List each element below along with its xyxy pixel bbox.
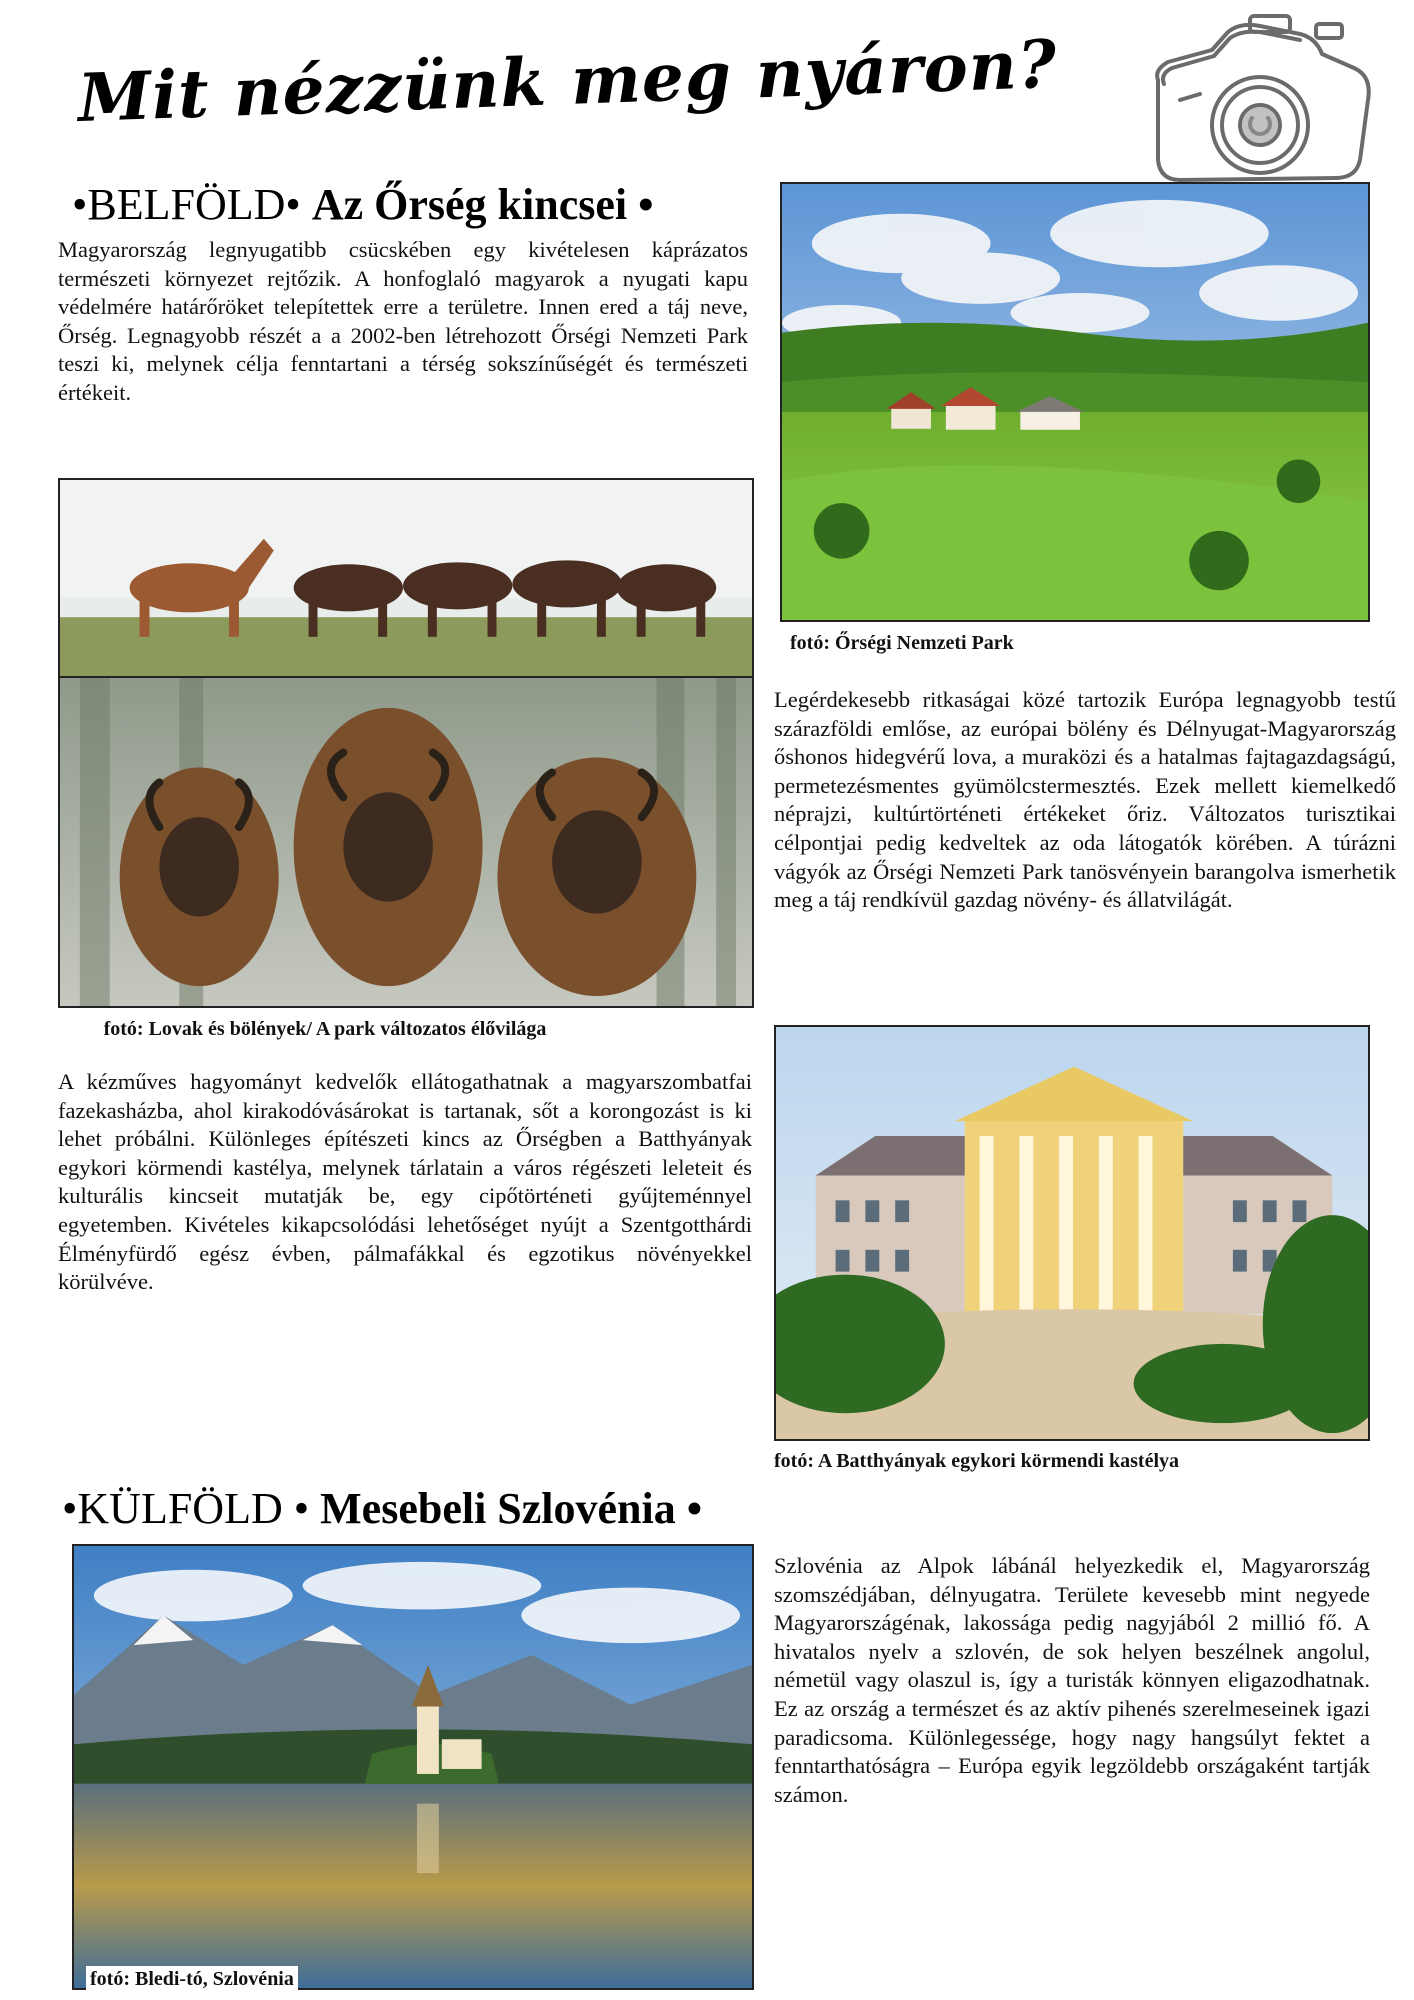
- bled-photo: [72, 1544, 754, 1990]
- domestic-heading: [72, 180, 654, 230]
- abroad-label: •KÜLFÖLD •: [62, 1484, 310, 1533]
- abroad-title: Mesebeli Szlovénia •: [320, 1484, 703, 1533]
- animals-photo-caption: fotó: Lovak és bölények/ A park változatos élővilága: [103, 1018, 547, 1040]
- page-title: Mit nézzünk meg nyáron?: [76, 24, 1059, 137]
- park-photo: [780, 182, 1370, 622]
- domestic-crafts: A kézműves hagyományt kedvelők ellátogathatnak a magyarszombatfai fazekasházba, ahol kirakodóvásárokat is tartanak, sőt a korongozást is ki lehet próbálni. Különleges építészeti kincs az Őrségben a Batthyányak egykori körmendi kastélya, melynek tárlatain a város régészeti leleteit és kulturális kincseit mutatják be, egy cipőtörténeti gyűjteménnyel egyetemben. Kivételes kikapcsolódási lehetőséget nyújt a Szentgotthárdi Élményfürdő egész évben, pálmafákkal és egzotikus növényekkel körülvéve.: [58, 1069, 752, 1295]
- camera-icon: [1140, 10, 1380, 185]
- bison-photo: [58, 678, 754, 1008]
- domestic-label: •BELFÖLD•: [72, 180, 301, 229]
- abroad-heading: [62, 1484, 702, 1534]
- park-photo-caption: fotó: Őrségi Nemzeti Park: [790, 632, 1014, 654]
- castle-photo: [774, 1025, 1370, 1441]
- horses-photo: [58, 478, 754, 678]
- domestic-title: Az Őrség kincsei •: [311, 180, 654, 229]
- domestic-intro: Magyarország legnyugatibb csücskében egy kivételesen káprázatos természeti környezet rejtőzik. A honfoglaló magyarok a nyugati kapu védelmére határőröket telepítettek erre a területre. Innen ered a táj neve, Őrség. Legnagyobb részét a a 2002-ben létrehozott Őrségi Nemzeti Park teszi ki, melynek célja fenntartani a térség sokszínűségét és természeti értékeit.: [58, 237, 748, 405]
- domestic-rarities: Legérdekesebb ritkaságai közé tartozik Európa legnagyobb testű szárazföldi emlőse, az európai bölény és Délnyugat-Magyarország őshonos hidegvérű lova, a muraközi és a hatalmas fajtagazdagságú, permetezésmentes gyümölcstermesztés. Ezek mellett kiemelkedő néprajzi, kultúrtörténeti értékeket őriz. Változatos turisztikai célpontjai pedig kedveltek az oda látogatók körében. A túrázni vágyók az Őrségi Nemzeti Park tanösvényein barangolva ismerhetik meg a táj rendkívül gazdag növény- és állatvilágát.: [774, 687, 1396, 913]
- bled-photo-caption: fotó: Bledi-tó, Szlovénia: [86, 1966, 298, 1992]
- castle-photo-caption: fotó: A Batthyányak egykori körmendi kastélya: [774, 1450, 1180, 1472]
- abroad-text: Szlovénia az Alpok lábánál helyezkedik el, Magyarország szomszédjában, délnyugatra. Területe kevesebb mint negyede Magyarországénak, lakossága pedig nagyjából 2 millió fő. A hivatalos nyelv a szlovén, de sok helyen beszélnek angolul, németül vagy olaszul is, így a turisták könnyen eligazodhatnak. Ez az ország a természet és az aktív pihenés szerelmeseinek igazi paradicsoma. Különlegessége, hogy nagy hangsúlyt fektet a fenntarthatóságra – Európa egyik legzöldebb országaként tartják számon.: [774, 1553, 1370, 1807]
